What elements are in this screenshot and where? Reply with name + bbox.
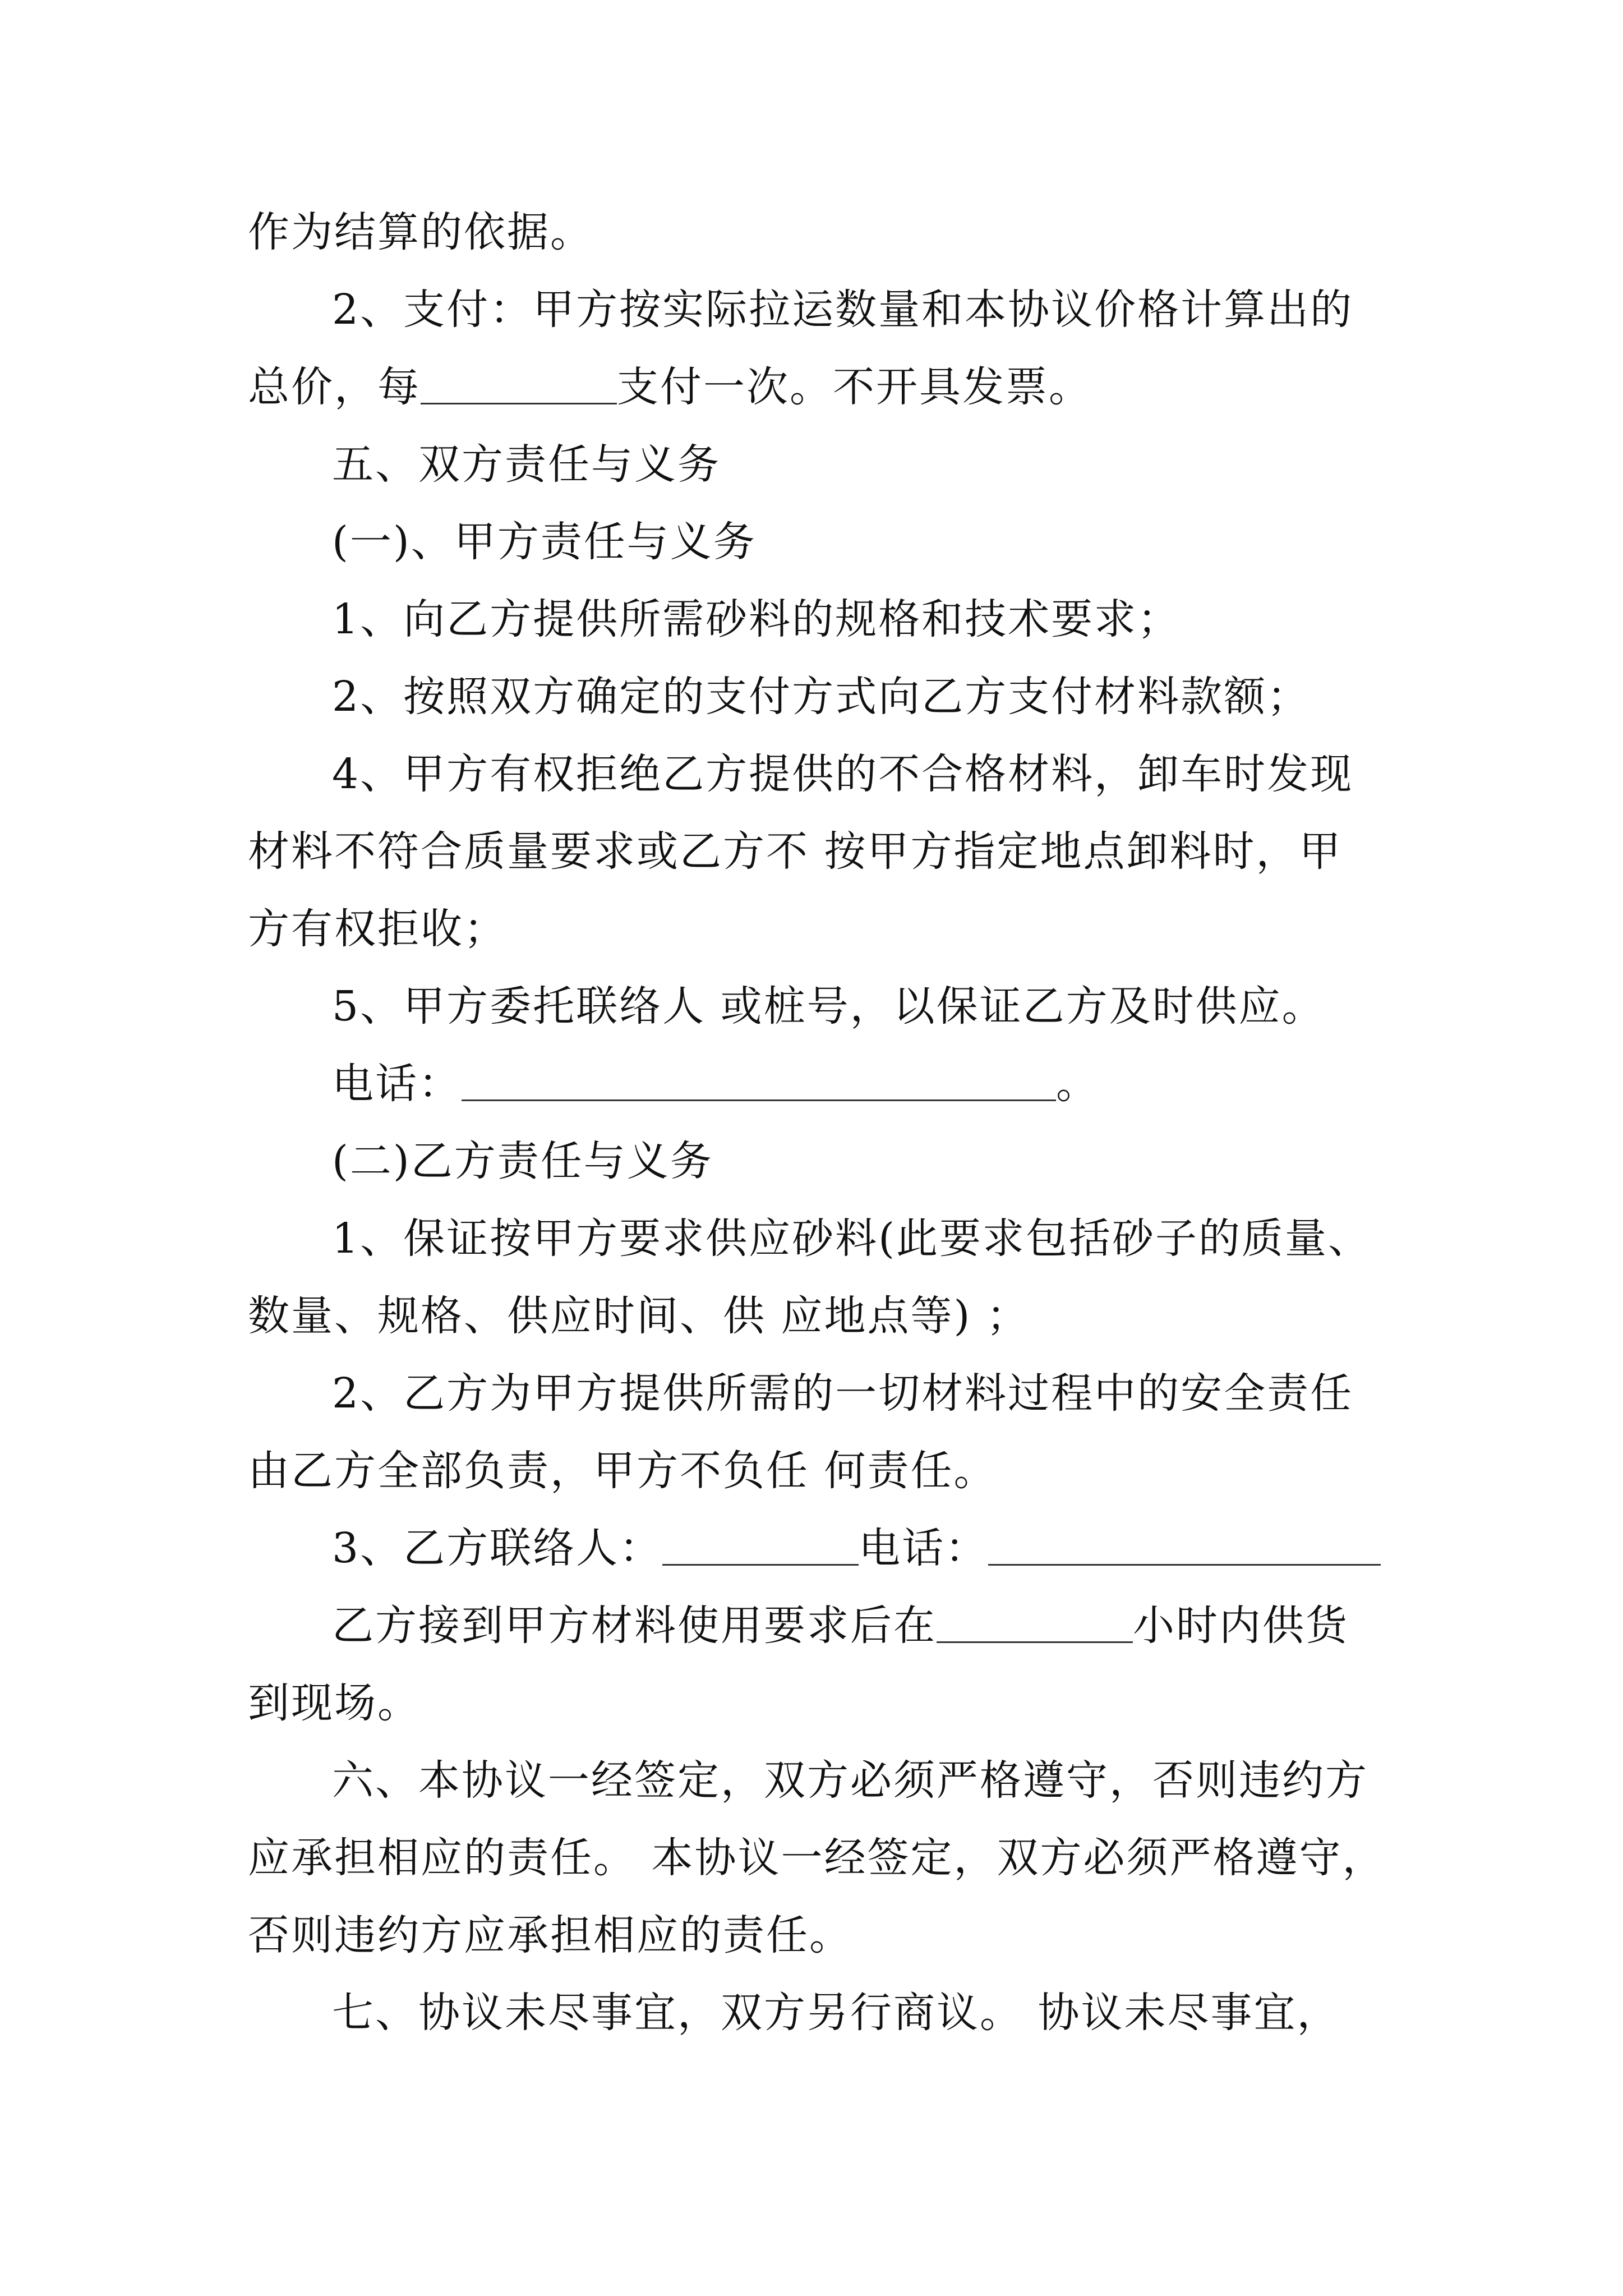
paragraph-line: 应承担相应的责任。 本协议一经签定，双方必须严格遵守，: [248, 1834, 1386, 1882]
paragraph-line: 由乙方全部负责，甲方不负任 何责任。: [248, 1447, 997, 1495]
paragraph-line: 数量、规格、供应时间、供 应地点等) ；: [248, 1292, 1030, 1340]
line-text: 小时内供货: [1133, 1602, 1349, 1650]
party-b-contact-blank: [662, 1528, 859, 1566]
line-text: 支付一次。不开具发票。: [617, 363, 1092, 411]
paragraph-line: 七、协议未尽事宜，双方另行商议。 协议未尽事宜，: [332, 1989, 1340, 2037]
document-body: [248, 194, 1392, 2051]
paragraph-line: 到现场。: [248, 1679, 421, 1727]
line-text: 。: [1056, 1060, 1099, 1108]
subsection-heading: (一)、甲方责任与义务: [332, 518, 757, 566]
delivery-hours-blank: [937, 1605, 1133, 1643]
paragraph-line: 5、甲方委托联络人 或桩号，以保证乙方及时供应。: [332, 982, 1325, 1030]
paragraph-line: 1、向乙方提供所需砂料的规格和技术要求；: [332, 595, 1181, 643]
payment-period-blank: [421, 367, 617, 404]
paragraph-line: 2、按照双方确定的支付方式向乙方支付材料款额；: [332, 673, 1311, 721]
party-b-phone-blank: [988, 1528, 1381, 1566]
paragraph-line: 2、支付：甲方按实际拉运数量和本协议价格计算出的: [332, 286, 1354, 334]
party-a-phone-blank: [462, 1064, 1056, 1101]
paragraph-line: 4、甲方有权拒绝乙方提供的不合格材料，卸车时发现: [332, 750, 1354, 798]
section-heading: 五、双方责任与义务: [332, 440, 721, 489]
line-text: 电话：: [859, 1524, 989, 1572]
paragraph-line: 材料不符合质量要求或乙方不 按甲方指定地点卸料时，甲: [248, 827, 1343, 876]
line-text: 3、乙方联络人：: [332, 1524, 663, 1572]
paragraph-line: [248, 348, 1392, 426]
paragraph-line: 否则违约方应承担相应的责任。: [248, 1911, 852, 1959]
paragraph-line: 六、本协议一经签定，双方必须严格遵守，否则违约方: [332, 1756, 1368, 1805]
paragraph-line: [248, 1045, 1392, 1122]
paragraph-line: 2、乙方为甲方提供所需的一切材料过程中的安全责任: [332, 1369, 1354, 1418]
paragraph-line: [248, 1510, 1392, 1587]
line-text: 乙方接到甲方材料使用要求后在: [332, 1602, 937, 1650]
paragraph-line: [248, 1587, 1392, 1664]
line-text: 电话：: [332, 1060, 462, 1108]
paragraph-line: 方有权拒收；: [248, 905, 507, 953]
paragraph-line: 作为结算的依据。: [248, 208, 593, 256]
paragraph-line: 1、保证按甲方要求供应砂料(此要求包括砂子的质量、: [332, 1214, 1371, 1263]
subsection-heading: (二)乙方责任与义务: [332, 1137, 713, 1185]
line-text: 总价，每: [248, 363, 421, 411]
